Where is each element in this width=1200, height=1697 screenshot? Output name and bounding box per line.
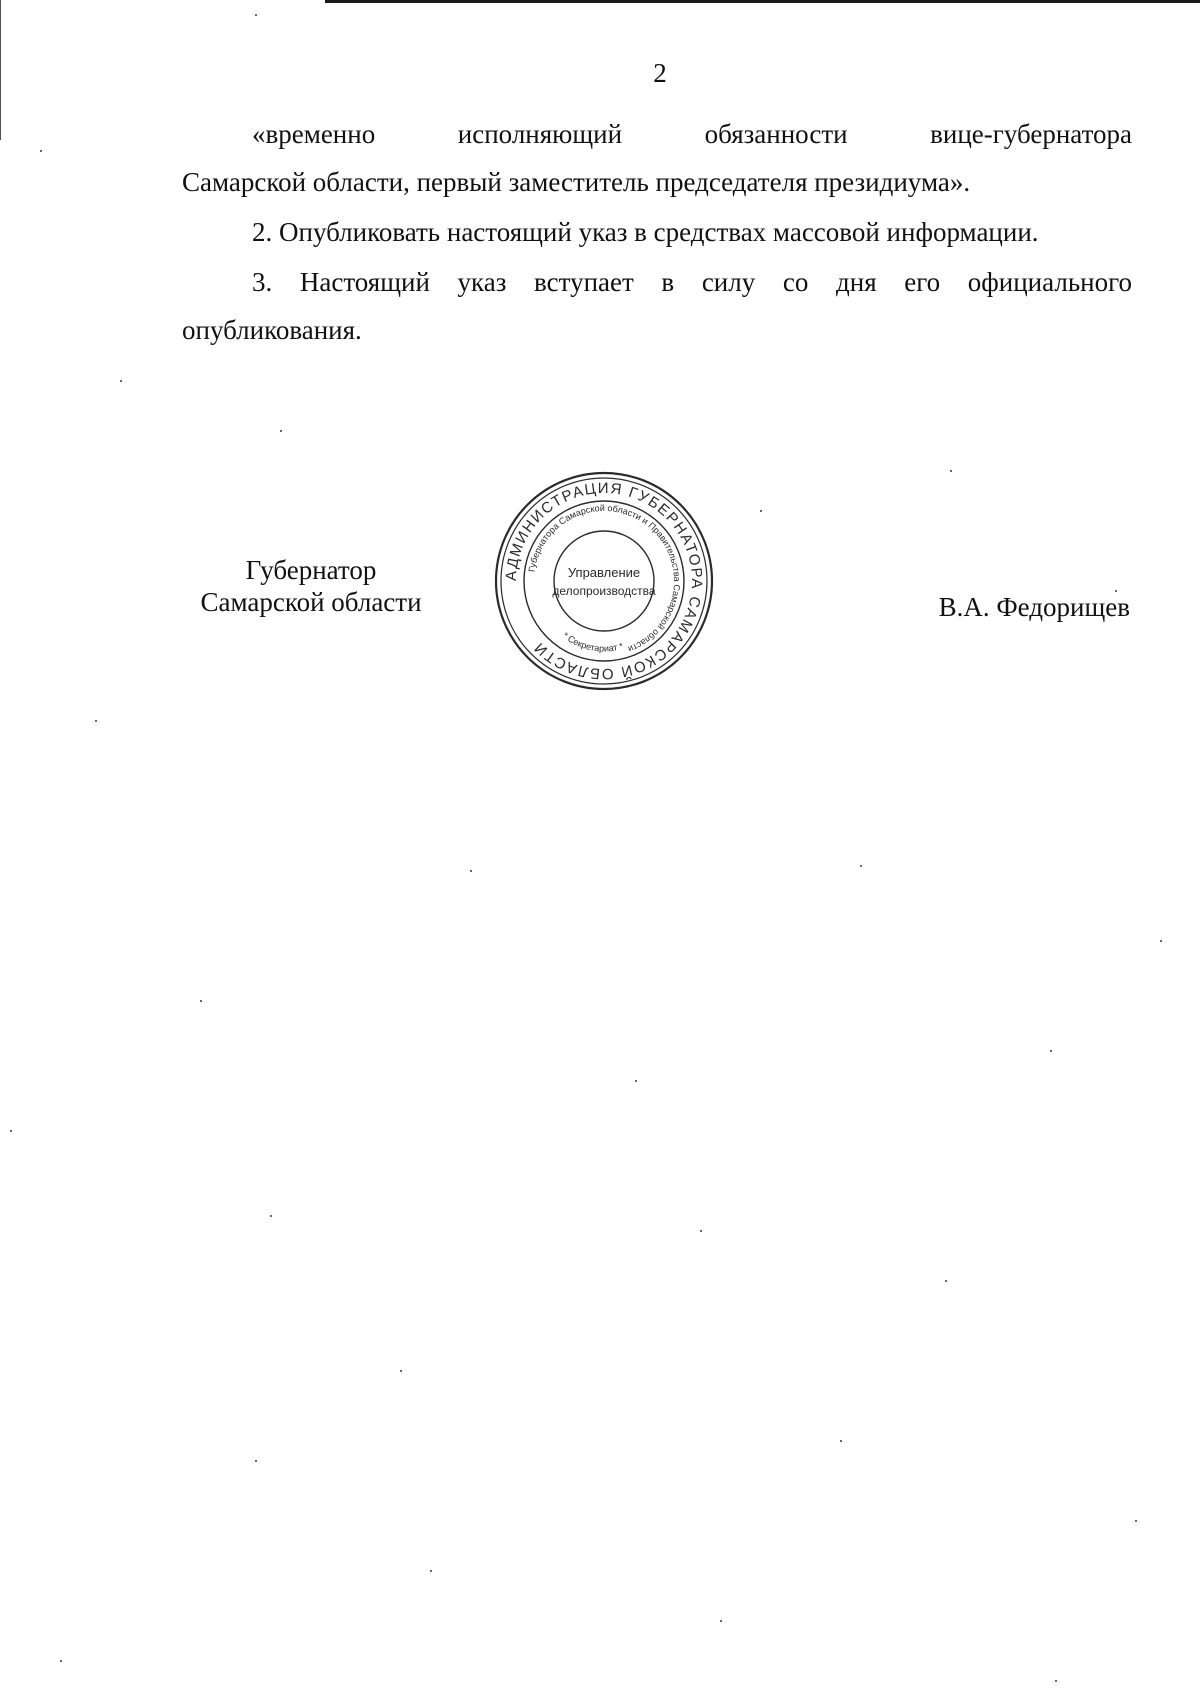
scan-border-top: [325, 0, 1200, 3]
stamp-center-line-2: делопроизводства: [552, 584, 656, 598]
official-stamp: [490, 467, 718, 695]
stamp-bottom-text: * Секретариат *: [560, 630, 625, 654]
paragraph-1-line-2: Самарской области, первый заместитель председателя президиума».: [182, 167, 971, 197]
paragraph-3-line-1: 3. Настоящий указ вступает в силу со дня его официального: [252, 267, 1132, 297]
signer-title-line-2: Самарской области: [200, 587, 422, 617]
word: исполняющий: [457, 119, 623, 149]
stamp-outer-text: АДМИНИСТРАЦИЯ ГУБЕРНАТОРА САМАРСКОЙ ОБЛАСТИ: [502, 479, 706, 683]
paragraph-3-line-2: опубликования.: [182, 315, 362, 345]
signer-title: [176, 554, 446, 618]
word: обязанности: [704, 119, 848, 149]
signer-name: В.А. Федорищев: [938, 592, 1130, 622]
word: вице-губернатора: [930, 119, 1133, 149]
stamp-center-line-1: Управление: [567, 565, 641, 580]
stamp-middle-text: Губернатора Самарской области и Правительства Самарской области: [526, 502, 683, 655]
paragraph-2: 2. Опубликовать настоящий указ в средствах массовой информации.: [252, 217, 1039, 247]
paragraph-1-line-1: [182, 110, 1132, 158]
page-number: 2: [653, 58, 667, 88]
signer-title-line-1: Губернатор: [245, 555, 377, 585]
word: «временно: [252, 119, 376, 149]
